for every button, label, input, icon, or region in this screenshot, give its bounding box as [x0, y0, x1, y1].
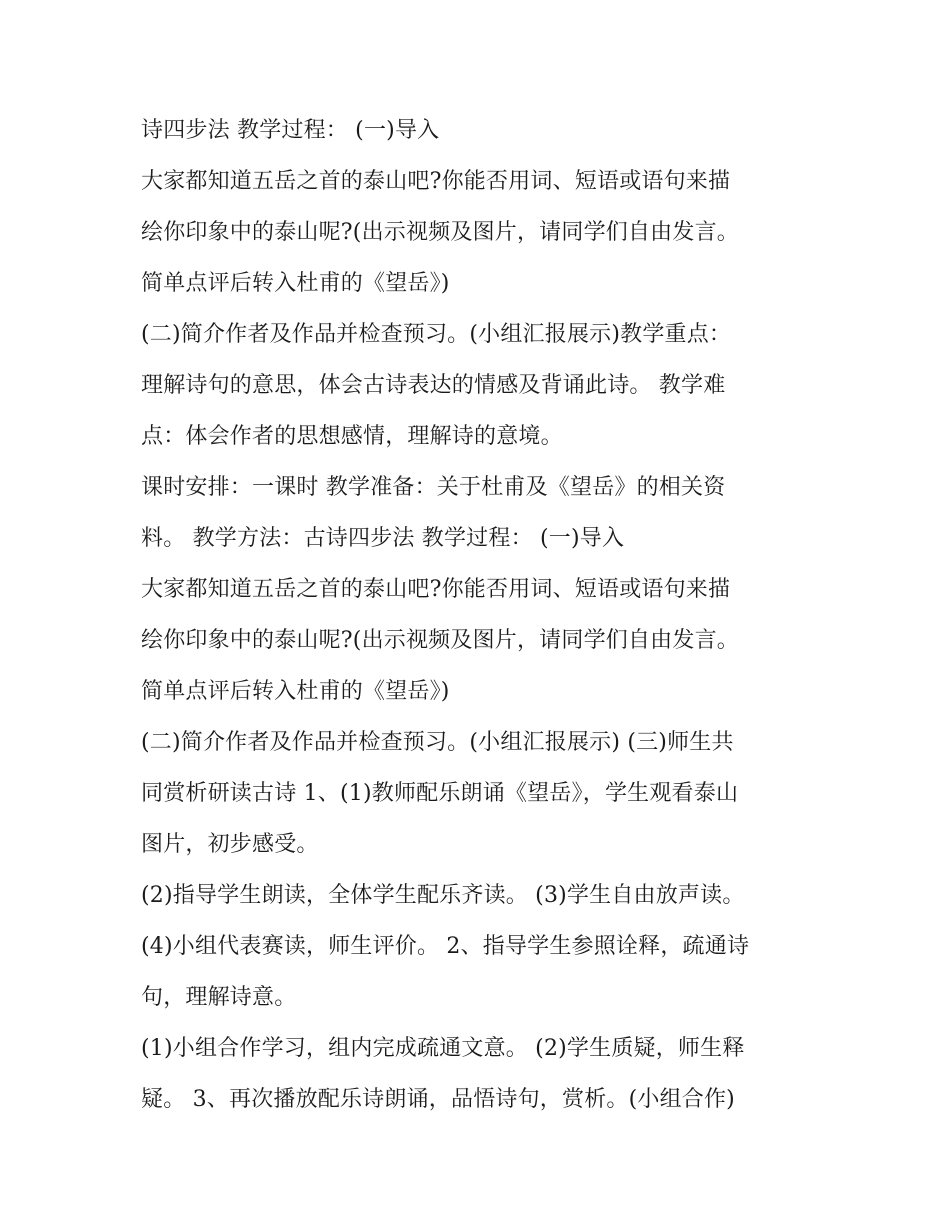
text-line: (4)小组代表赛读，师生评价。 2、指导学生参照诠释，疏通诗	[141, 934, 750, 959]
text-line: 课时安排：一课时 教学准备：关于杜甫及《望岳》的相关资	[141, 475, 726, 500]
text-line: 疑。 3、再次播放配乐诗朗诵，品悟诗句，赏析。(小组合作)	[141, 1087, 735, 1112]
text-line: 大家都知道五岳之首的泰山吧?你能否用词、短语或语句来描	[141, 577, 731, 602]
text-line: (1)小组合作学习，组内完成疏通文意。 (2)学生质疑，师生释	[141, 1036, 745, 1061]
text-line: 点：体会作者的思想感情，理解诗的意境。	[141, 424, 563, 449]
text-line: 简单点评后转入杜甫的《望岳》)	[141, 679, 450, 704]
text-line: (二)简介作者及作品并检查预习。(小组汇报展示) (三)师生共	[141, 730, 734, 755]
text-line: 图片，初步感受。	[141, 832, 319, 857]
text-line: (二)简介作者及作品并检查预习。(小组汇报展示)教学重点：	[141, 322, 732, 347]
text-line: 大家都知道五岳之首的泰山吧?你能否用词、短语或语句来描	[141, 169, 731, 194]
document-body	[141, 112, 821, 1132]
text-line: 诗四步法 教学过程： (一)导入	[141, 118, 440, 143]
text-line: 绘你印象中的泰山呢?(出示视频及图片，请同学们自由发言。	[141, 220, 739, 245]
text-line: 同赏析研读古诗 1、(1)教师配乐朗诵《望岳》，学生观看泰山	[141, 781, 739, 806]
text-line: 理解诗句的意思，体会古诗表达的情感及背诵此诗。 教学难	[141, 373, 726, 398]
text-line: 绘你印象中的泰山呢?(出示视频及图片，请同学们自由发言。	[141, 628, 739, 653]
text-line: 简单点评后转入杜甫的《望岳》)	[141, 271, 450, 296]
text-line: (2)指导学生朗读，全体学生配乐齐读。 (3)学生自由放声读。	[141, 883, 745, 908]
text-line: 句，理解诗意。	[141, 985, 297, 1010]
text-line: 料。 教学方法：古诗四步法 教学过程： (一)导入	[141, 526, 625, 551]
